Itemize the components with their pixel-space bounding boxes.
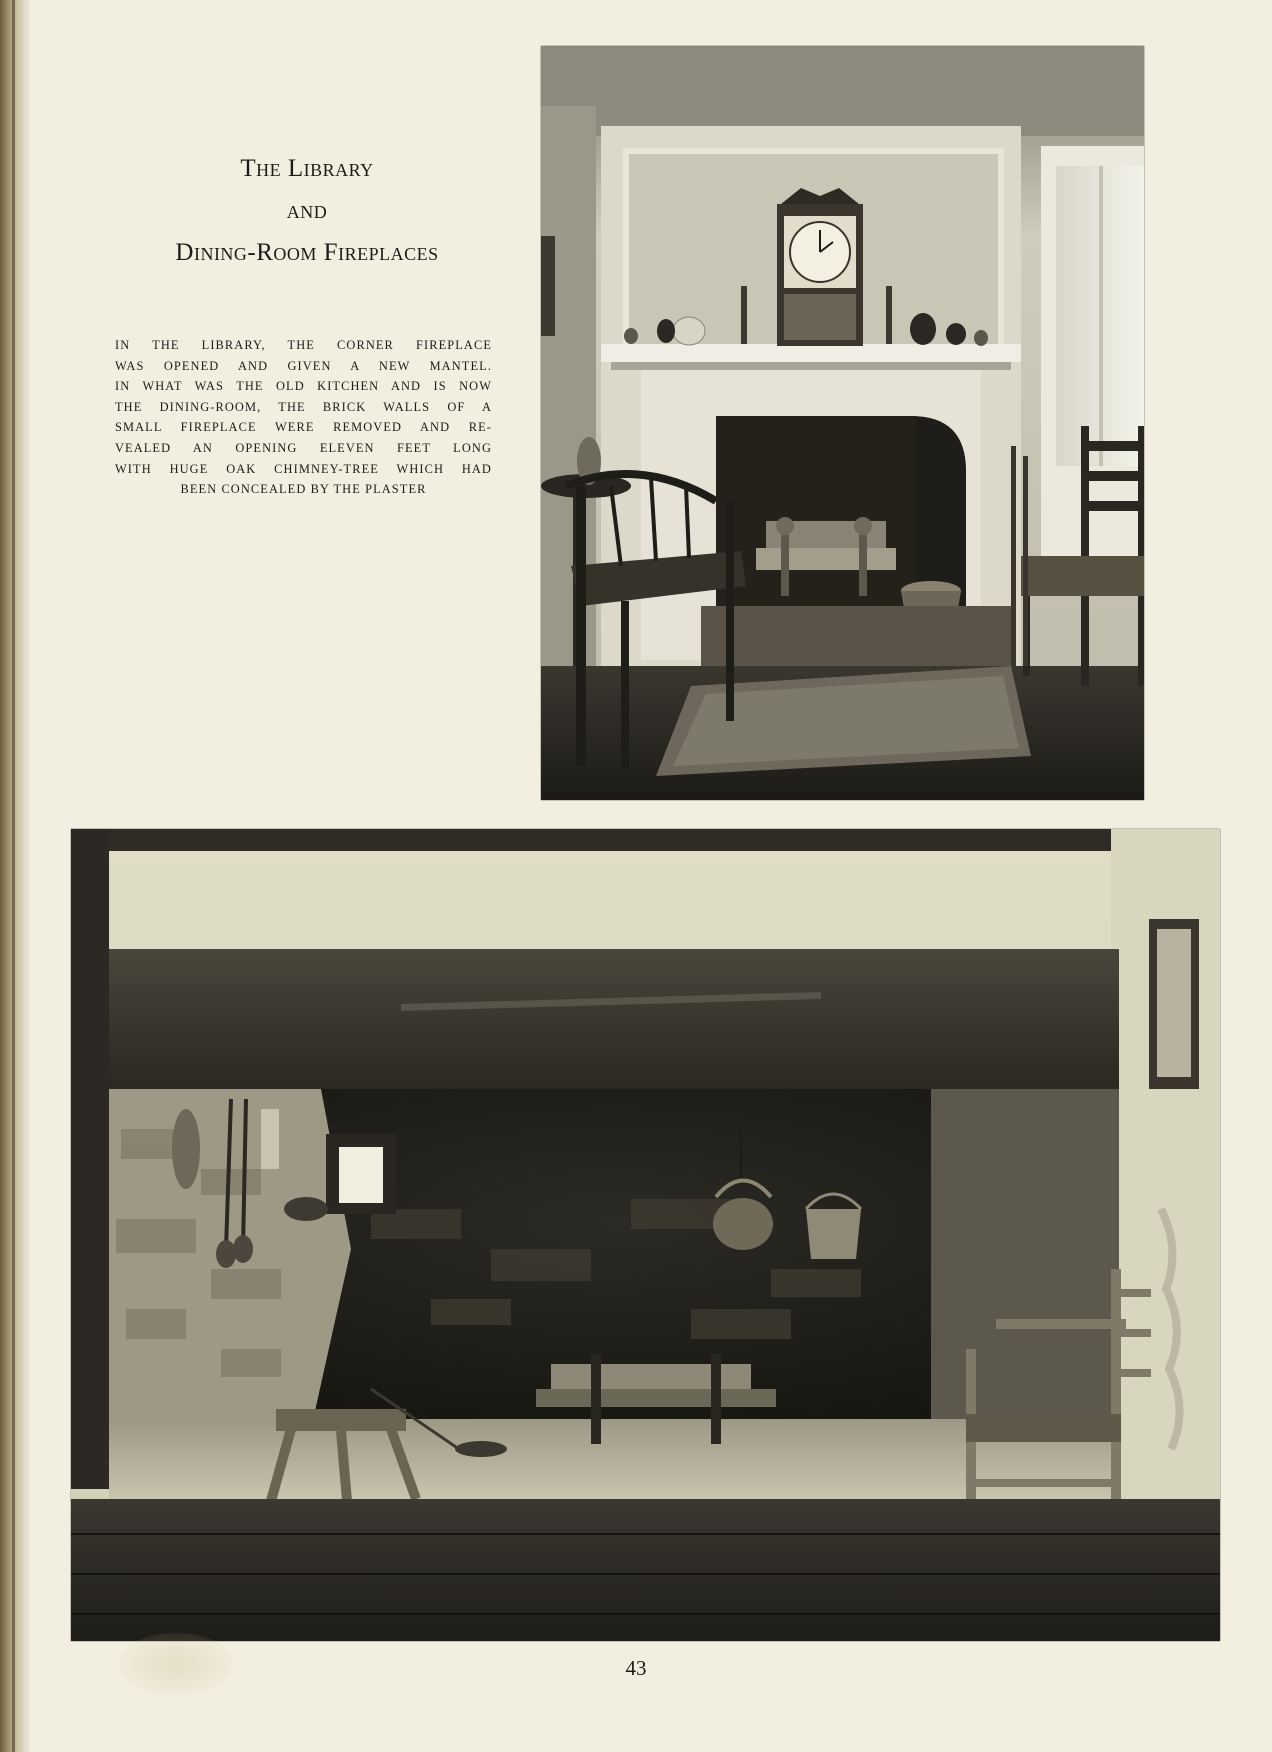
caption-line-4: THE DINING-ROOM, THE BRICK WALLS OF A — [115, 399, 492, 414]
title-line-1: The Library — [240, 155, 374, 182]
caption-line-6: VEALED AN OPENING ELEVEN FEET LONG — [115, 440, 492, 455]
book-gutter — [0, 0, 30, 1752]
page-number: 43 — [625, 1656, 647, 1680]
library-fireplace-photo — [541, 46, 1144, 800]
dining-room-fireplace-illustration — [71, 829, 1220, 1641]
caption-line-2: WAS OPENED AND GIVEN A NEW MANTEL. — [115, 358, 492, 373]
caption-line-1: IN THE LIBRARY, THE CORNER FIREPLACE — [115, 338, 492, 352]
dining-room-fireplace-photo — [71, 829, 1220, 1641]
caption-text — [115, 335, 492, 500]
page-title — [112, 148, 502, 274]
library-fireplace-illustration — [541, 46, 1144, 800]
caption-line-5: SMALL FIREPLACE WERE REMOVED AND RE- — [115, 420, 492, 435]
caption-line-3: IN WHAT WAS THE OLD KITCHEN AND IS NOW — [115, 379, 492, 394]
title-line-2: and — [286, 197, 328, 224]
gutter-shadow — [12, 0, 15, 1752]
caption-line-8: BEEN CONCEALED BY THE PLASTER — [180, 482, 427, 497]
title-line-3: Dining-Room Fireplaces — [175, 239, 439, 266]
paper-stain — [118, 1633, 234, 1695]
caption-line-7: WITH HUGE OAK CHIMNEY-TREE WHICH HAD — [115, 461, 492, 476]
